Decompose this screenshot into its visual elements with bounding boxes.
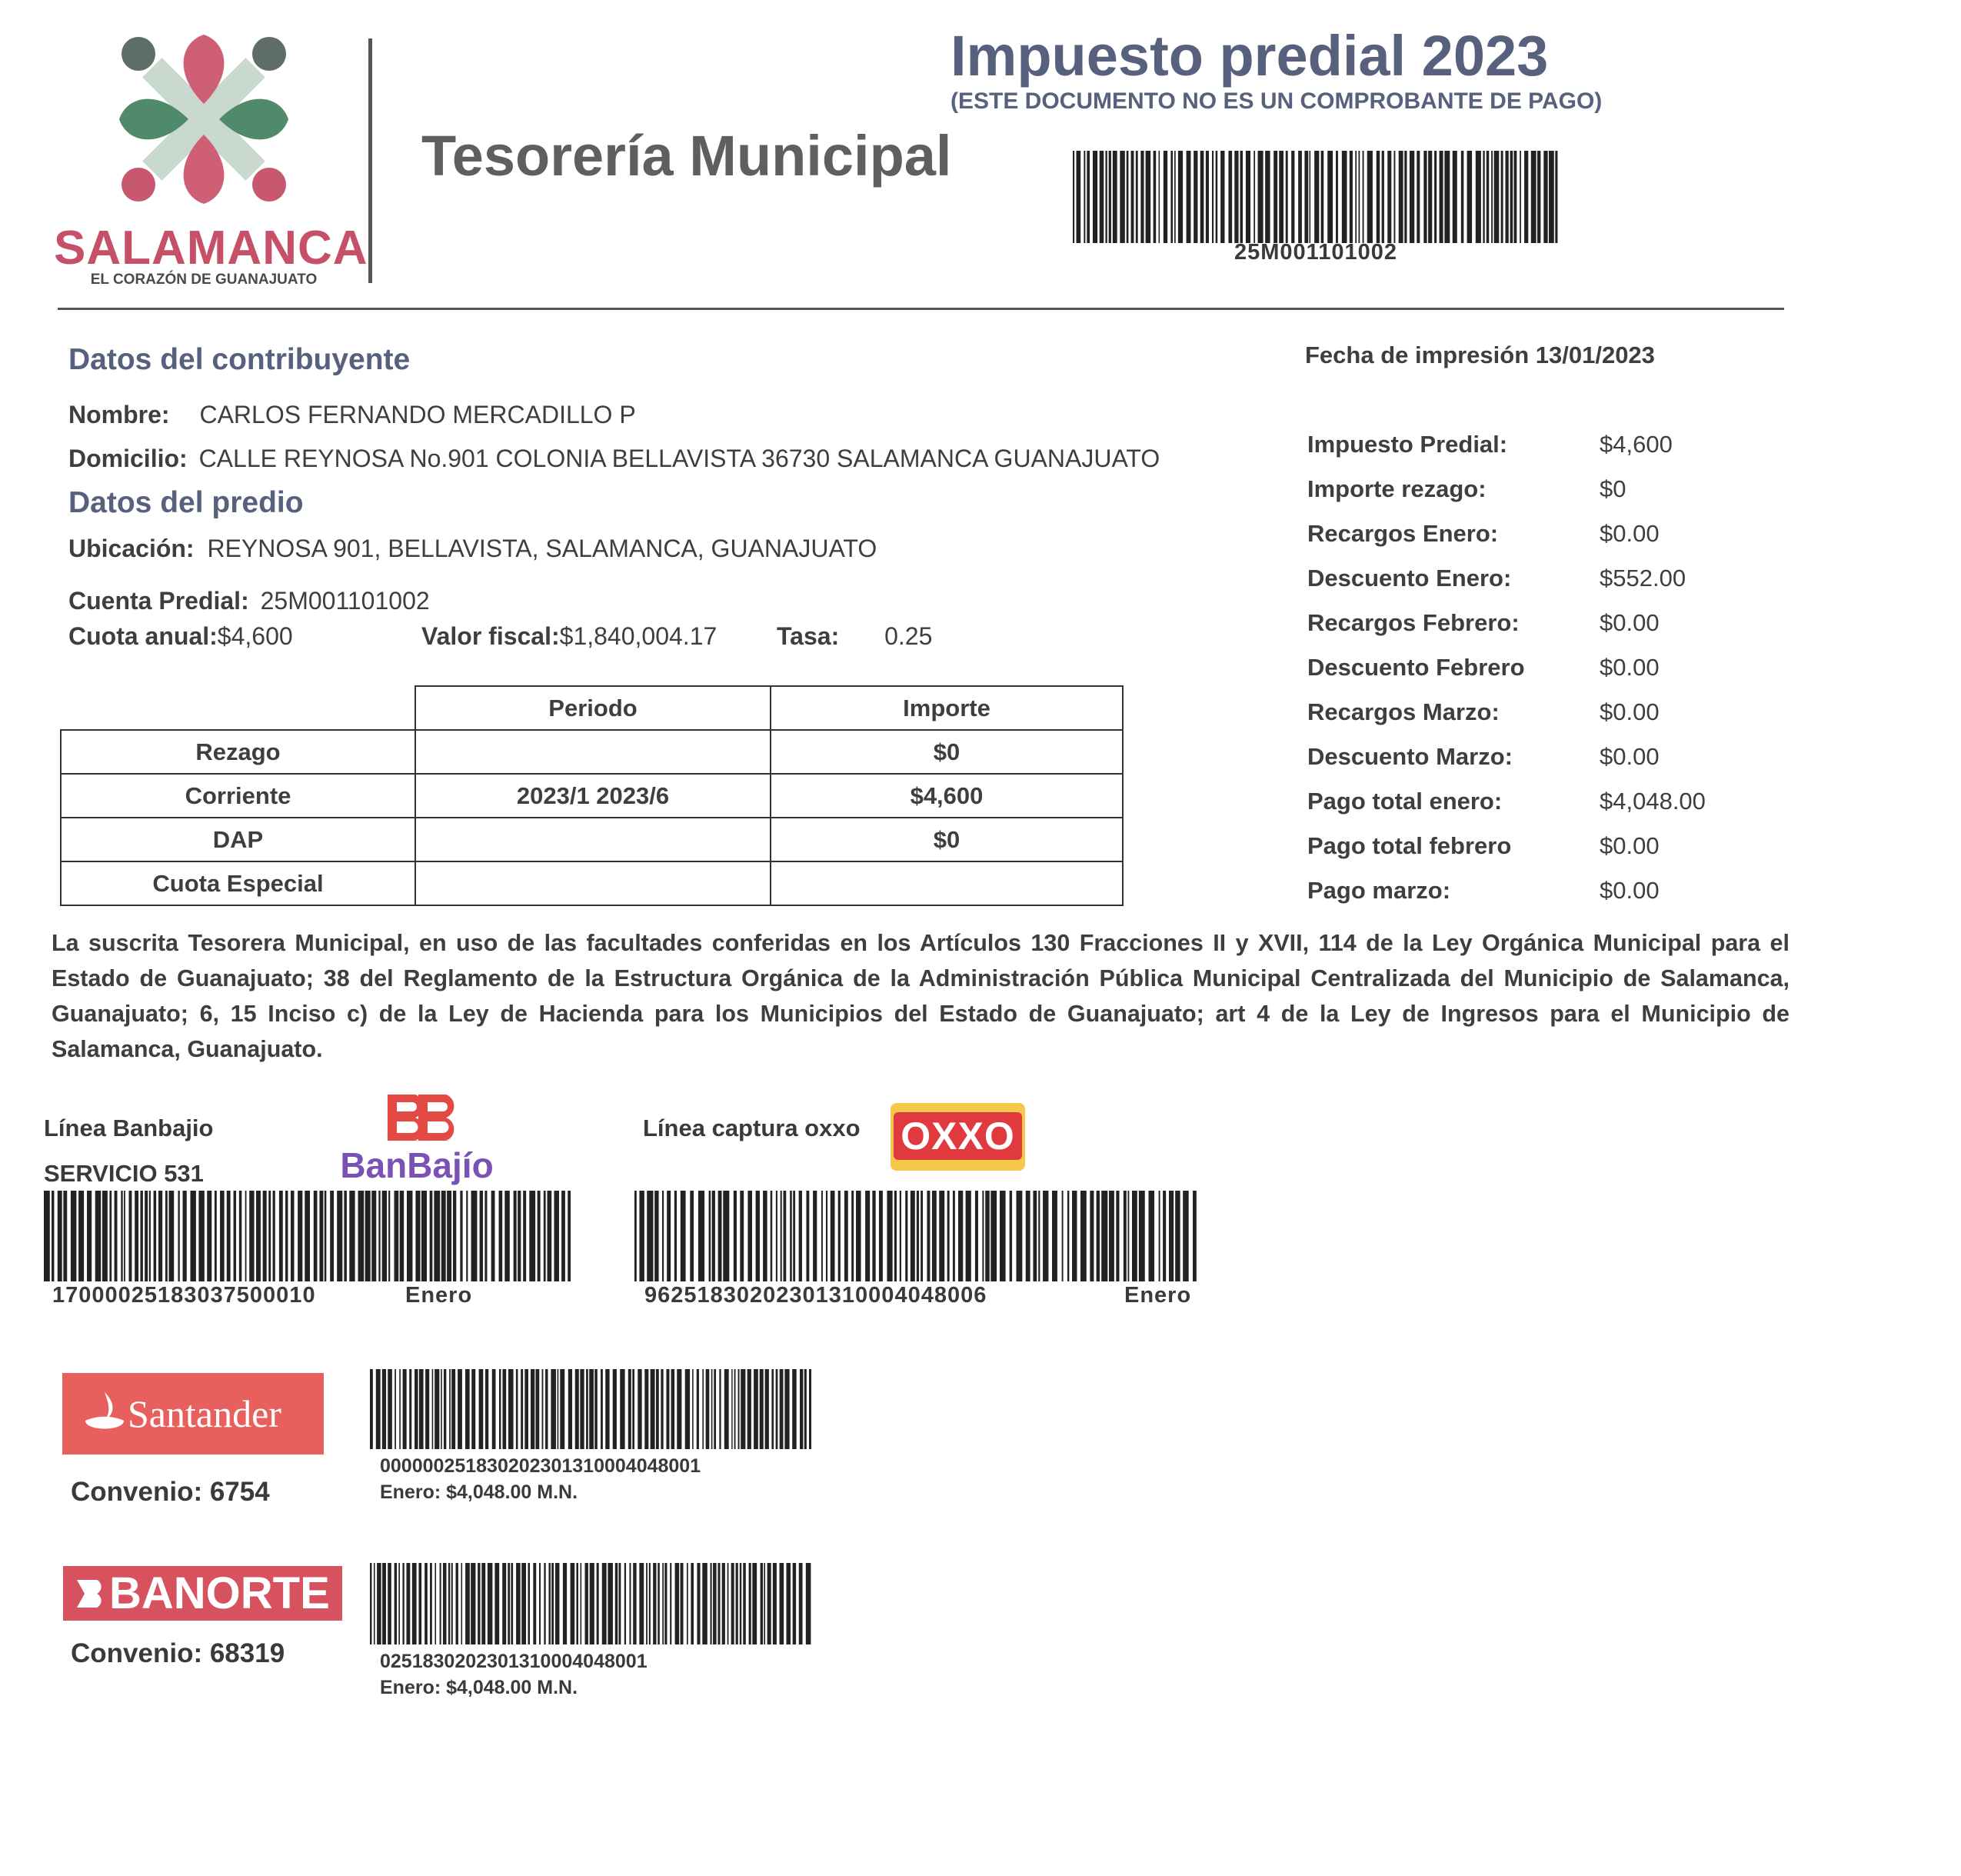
row-amount: $0 (771, 818, 1123, 861)
summary-label: Importe rezago: (1307, 475, 1487, 502)
summary-label: Pago marzo: (1307, 877, 1451, 904)
santander-barcode (370, 1369, 811, 1449)
property-location (68, 535, 877, 563)
oxxo-label: Línea captura oxxo (643, 1115, 861, 1141)
header-divider-vertical (368, 38, 372, 283)
fiscal-value-amount: $1,840,004.17 (559, 622, 717, 650)
period-table (60, 685, 1124, 906)
summary-value: $0.00 (1600, 520, 1660, 547)
oxxo-logo-inner (894, 1112, 1022, 1160)
taxpayer-address (68, 445, 1160, 473)
logo-city-name: SALAMANCA (54, 222, 368, 275)
summary-label: Descuento Enero: (1307, 565, 1512, 591)
row-amount: $0 (771, 730, 1123, 774)
print-date (1305, 342, 1655, 369)
property-section-title: Datos del predio (68, 486, 304, 519)
logo-tagline: EL CORAZÓN DE GUANAJUATO (90, 272, 318, 288)
row-amount: $4,600 (771, 774, 1123, 818)
summary-value: $0.00 (1600, 743, 1660, 770)
santander-flame-icon (78, 1373, 132, 1454)
city-emblem-icon (54, 19, 354, 219)
rate-label: Tasa: (777, 622, 840, 650)
name-label: Nombre: (68, 401, 170, 428)
summary-value: $0.00 (1600, 832, 1660, 859)
banbajio-month: Enero (405, 1283, 473, 1308)
rate-value: 0.25 (884, 622, 933, 650)
taxpayer-section-title: Datos del contribuyente (68, 343, 411, 376)
row-concept: DAP (61, 818, 415, 861)
header-barcode-number: 25M001101002 (1234, 240, 1397, 265)
page-title: Impuesto predial 2023 (951, 24, 1549, 88)
summary-value: $0.00 (1600, 654, 1660, 681)
santander-logo-text: Santander (128, 1392, 281, 1435)
banorte-logo (63, 1566, 342, 1621)
summary-label: Descuento Febrero (1307, 654, 1525, 681)
summary-value: $0.00 (1600, 698, 1660, 725)
oxxo-logo-text: OXXO (901, 1115, 1015, 1158)
banbajio-service: SERVICIO 531 (44, 1160, 204, 1187)
oxxo-barcode-number: 96251830202301310004048006 (644, 1283, 987, 1308)
row-concept: Cuota Especial (61, 861, 415, 905)
santander-barcode-number: 000000251830202301310004048001 (380, 1455, 701, 1477)
banbajio-label: Línea Banbajio (44, 1115, 214, 1141)
location-value: REYNOSA 901, BELLAVISTA, SALAMANCA, GUANAJUATO (207, 535, 877, 562)
santander-logo (62, 1373, 324, 1454)
table-row (61, 774, 1123, 818)
oxxo-logo (891, 1103, 1025, 1171)
banbajio-logo-text: BanBajío (340, 1145, 494, 1185)
address-value: CALLE REYNOSA No.901 COLONIA BELLAVISTA 36730 SALAMANCA GUANAJUATO (198, 445, 1160, 472)
banorte-agreement: Convenio: 68319 (71, 1638, 285, 1668)
summary-value: $4,600 (1600, 431, 1673, 458)
account-label: Cuenta Predial: (68, 587, 249, 615)
row-period (415, 818, 771, 861)
row-concept: Corriente (61, 774, 415, 818)
banbajio-barcode-number: 17000025183037500010 (52, 1283, 316, 1308)
banorte-barcode-number: 0251830202301310004048001 (380, 1651, 648, 1672)
banbajio-logo (332, 1091, 501, 1183)
fiscal-value (421, 622, 717, 651)
legal-text: La suscrita Tesorera Municipal, en uso de las facultades conferidas en los Artículos 130 Fracciones II y XVII, 114 de la Ley Orgánica Municipal para el Estado de Guanajuato; 38 del Reglamento de la Estructura Orgánica de la Administración Pública Municipal Centralizada del Municipio de Salamanca, Guanajuato; 6, 15 Inciso c) de la Ley de Hacienda para los Municipios del Estado de Guanajuato; art 4 de la Ley de Ingresos para el Municipio de Salamanca, Guanajuato. (52, 930, 1790, 1062)
summary-label: Recargos Enero: (1307, 520, 1499, 547)
property-account (68, 587, 430, 615)
summary-label: Recargos Marzo: (1307, 698, 1500, 725)
rate (777, 622, 932, 651)
account-value: 25M001101002 (260, 587, 430, 615)
annual-fee (68, 622, 293, 651)
row-period (415, 730, 771, 774)
annual-fee-value: $4,600 (217, 622, 293, 650)
department-name: Tesorería Municipal (421, 124, 952, 188)
row-concept: Rezago (61, 730, 415, 774)
header-barcode (1073, 151, 1559, 243)
summary-label: Pago total febrero (1307, 832, 1512, 859)
santander-amount: Enero: $4,048.00 M.N. (380, 1481, 578, 1503)
summary-value: $0.00 (1600, 609, 1660, 636)
santander-agreement: Convenio: 6754 (71, 1477, 270, 1507)
banorte-mark-icon (69, 1566, 115, 1621)
summary-label: Impuesto Predial: (1307, 431, 1508, 458)
oxxo-month: Enero (1124, 1283, 1192, 1308)
oxxo-barcode (634, 1191, 1200, 1281)
banbajio-barcode (44, 1191, 573, 1281)
row-amount (771, 861, 1123, 905)
summary-value: $0.00 (1600, 877, 1660, 904)
summary-value: $552.00 (1600, 565, 1686, 591)
banorte-logo-text: BANORTE (109, 1568, 330, 1618)
summary-label: Pago total enero: (1307, 788, 1503, 815)
empty-header-cell (61, 686, 415, 730)
print-date-label: Fecha de impresión (1305, 342, 1530, 368)
header-period: Periodo (415, 686, 771, 730)
fiscal-value-label: Valor fiscal: (421, 622, 560, 650)
period-table-header (61, 686, 1123, 730)
banbajio-mark-icon (332, 1091, 501, 1145)
taxpayer-name (68, 401, 636, 429)
table-row (61, 818, 1123, 861)
print-date-value: 13/01/2023 (1535, 342, 1655, 368)
header-divider-horizontal (58, 308, 1784, 310)
row-period: 2023/1 2023/6 (415, 774, 771, 818)
table-row (61, 730, 1123, 774)
annual-fee-label: Cuota anual: (68, 622, 218, 650)
address-label: Domicilio: (68, 445, 188, 472)
header-amount: Importe (771, 686, 1123, 730)
table-row (61, 861, 1123, 905)
location-label: Ubicación: (68, 535, 195, 562)
city-logo (54, 19, 368, 292)
name-value: CARLOS FERNANDO MERCADILLO P (199, 401, 636, 428)
page-subtitle: (ESTE DOCUMENTO NO ES UN COMPROBANTE DE PAGO) (951, 88, 1603, 114)
banorte-barcode (370, 1563, 811, 1644)
summary-label: Descuento Marzo: (1307, 743, 1513, 770)
banorte-amount: Enero: $4,048.00 M.N. (380, 1677, 578, 1698)
summary-value: $4,048.00 (1600, 788, 1706, 815)
summary-value: $0 (1600, 475, 1626, 502)
row-period (415, 861, 771, 905)
summary-label: Recargos Febrero: (1307, 609, 1520, 636)
